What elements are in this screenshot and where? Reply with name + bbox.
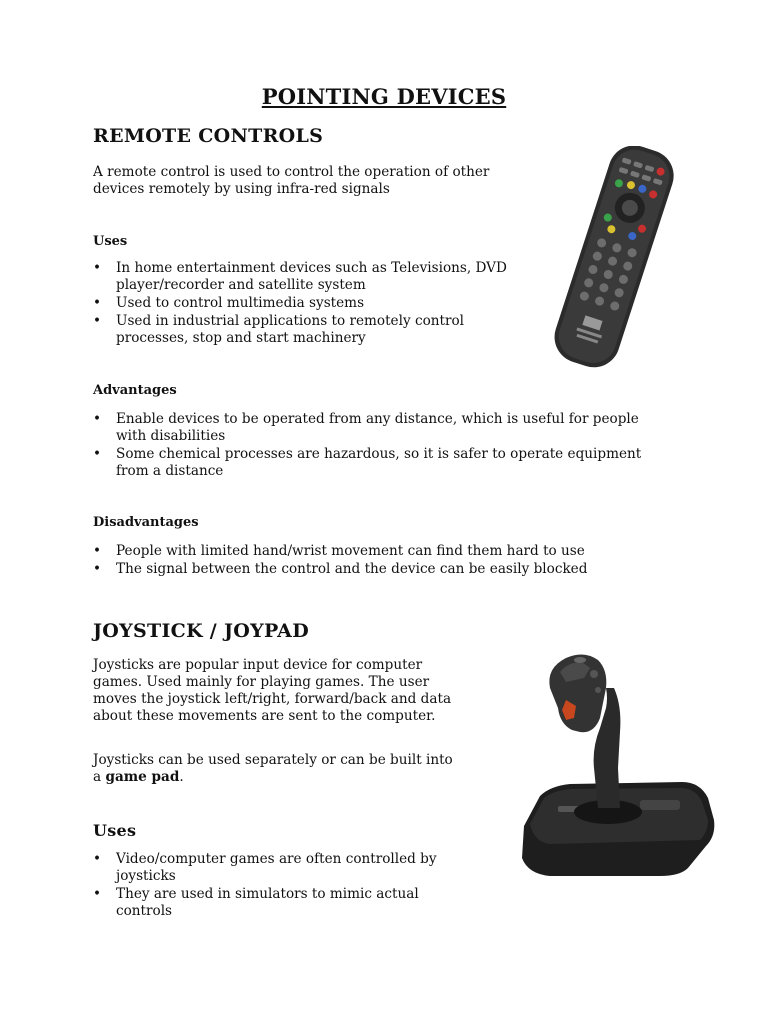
list-item: • Used in industrial applications to remotely control processes, stop and start machinery bbox=[93, 313, 533, 348]
joystick-intro: Joysticks are popular input device for computer games. Used mainly for playing games. The user moves the joystick left/right, forward/back and data about these movements are sent to the computer. bbox=[93, 657, 452, 724]
remote-disadvantages-heading: Disadvantages bbox=[93, 515, 199, 530]
list-item: • Enable devices to be operated from any distance, which is useful for people with disabilities bbox=[93, 411, 668, 446]
joystick-para2-prefix: Joysticks can be used separately or can be built into a bbox=[93, 752, 453, 785]
remote-disadvantages-list bbox=[93, 543, 693, 579]
list-item: • People with limited hand/wrist movement can find them hard to use bbox=[93, 543, 693, 560]
remote-advantages-heading: Advantages bbox=[93, 383, 177, 398]
remote-uses-heading: Uses bbox=[93, 234, 128, 249]
list-item: • In home entertainment devices such as Televisions, DVD player/recorder and satellite system bbox=[93, 260, 533, 295]
joystick-heading: JOYSTICK / JOYPAD bbox=[93, 620, 309, 642]
joystick-image bbox=[510, 648, 716, 884]
list-item: • The signal between the control and the device can be easily blocked bbox=[93, 561, 693, 578]
joystick-uses-heading: Uses bbox=[93, 821, 137, 840]
game-pad-term: game pad bbox=[105, 769, 180, 785]
joystick-para2 bbox=[93, 752, 465, 786]
joystick-uses-list bbox=[93, 851, 478, 921]
list-item: • Used to control multimedia systems bbox=[93, 295, 533, 312]
remote-uses-list bbox=[93, 260, 533, 348]
list-item: • Some chemical processes are hazardous, so it is safer to operate equipment from a distance bbox=[93, 446, 668, 481]
remote-control-image bbox=[545, 146, 687, 368]
remote-advantages-list bbox=[93, 411, 668, 481]
joystick-para2-suffix: . bbox=[179, 769, 184, 785]
list-item: • They are used in simulators to mimic actual controls bbox=[93, 886, 478, 921]
remote-intro: A remote control is used to control the operation of other devices remotely by using infra-red signals bbox=[93, 164, 490, 197]
list-item: • Video/computer games are often controlled by joysticks bbox=[93, 851, 478, 886]
remote-heading: REMOTE CONTROLS bbox=[93, 125, 324, 147]
page-title: POINTING DEVICES bbox=[261, 84, 507, 109]
